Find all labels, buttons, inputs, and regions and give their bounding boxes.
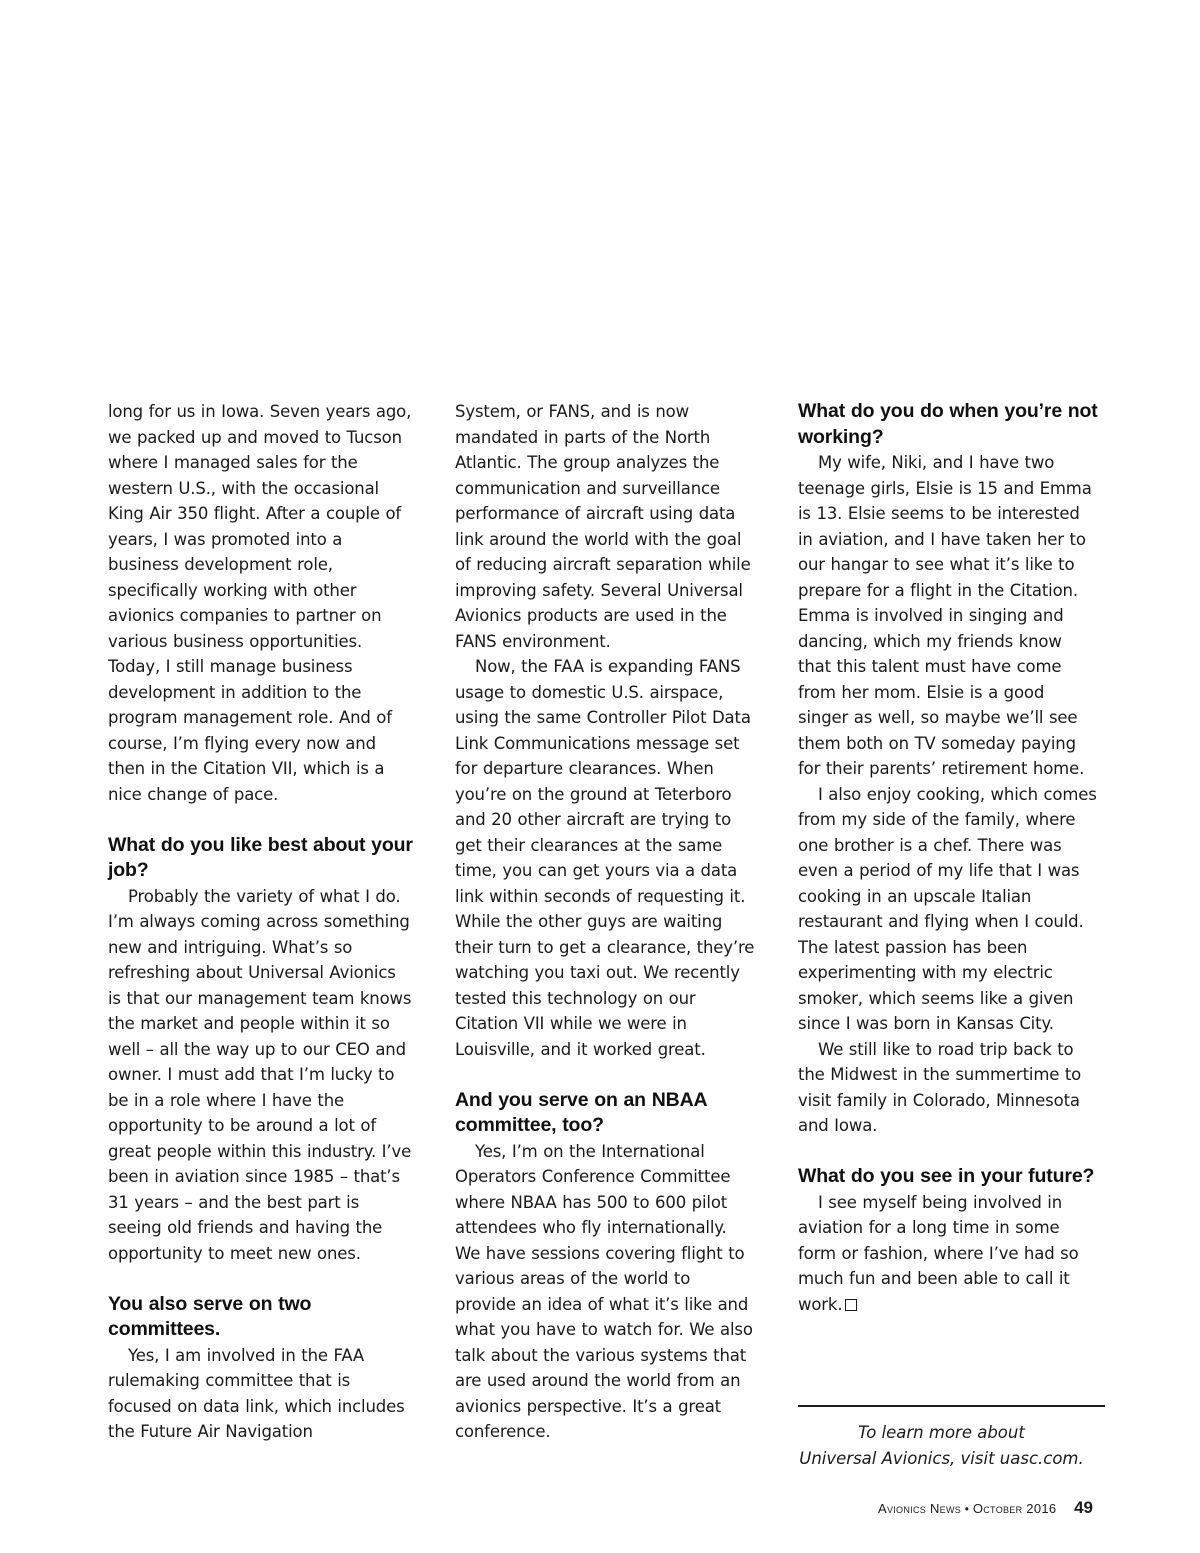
- bullet-separator: •: [964, 1502, 970, 1516]
- page-number: 49: [1074, 1498, 1093, 1517]
- body-paragraph: Yes, I am involved in the FAA rulemaking committee that is focused on data link, which includes the Future Air Navigation: [108, 1345, 405, 1441]
- question-heading: What do you like best about your job?: [108, 833, 413, 881]
- question-heading: What do you see in your future?: [798, 1165, 1095, 1187]
- divider: [798, 1405, 1105, 1407]
- body-paragraph: I also enjoy cooking, which comes from my side of the family, where one brother is a chef. There was even a period of my life that I was cooking in an upscale Italian restaurant and flying when I could. The latest passion has been experimenting with my electric smoker, which seems like a given since I was born in Kansas City.: [798, 784, 1097, 1033]
- closing-paragraph: [798, 1190, 1098, 1318]
- body-paragraph: My wife, Niki, and I have two teenage girls, Elsie is 15 and Emma is 13. Elsie seems to be interested in aviation, and I have taken her to our hangar to see what it’s like to prepare for a flight in the Citation. Emma is involved in singing and dancing, which my friends know that this talent must have come from her mom. Elsie is a good singer as well, so maybe we’ll see them both on TV someday paying for their parents’ retirement home.: [798, 453, 1092, 778]
- column-2: [455, 399, 755, 1445]
- column-1: [108, 399, 414, 1445]
- question-heading: What do you do when you’re not working?: [798, 400, 1098, 448]
- column-3: [798, 399, 1098, 1317]
- body-paragraph: We still like to road trip back to the Midwest in the summertime to visit family in Colorado, Minnesota and Iowa.: [798, 1039, 1082, 1135]
- body-paragraph: long for us in Iowa. Seven years ago, we packed up and moved to Tucson where I managed sales for the western U.S., with the occasional King Air 350 flight. After a couple of years, I was promoted into a business development role, specifically working with other avionics companies to partner on various business opportunities. Today, I still manage business development in addition to the program management role. And of course, I’m flying every now and then in the Citation VII, which is a nice change of pace.: [108, 402, 412, 804]
- learn-more-line: To learn more about: [858, 1423, 1025, 1442]
- learn-more-note: [798, 1420, 1085, 1471]
- body-paragraph: Yes, I’m on the International Operators Conference Committee where NBAA has 500 to 600 pilot attendees who fly internationally. We have sessions covering flight to various areas of the world to provide an idea of what it’s like and what you have to watch for. We also talk about the various systems that are used around the world from an avionics perspective. It’s a great conference.: [455, 1141, 753, 1441]
- checkbox-icon: [845, 1299, 857, 1311]
- question-heading: And you serve on an NBAA committee, too?: [455, 1088, 707, 1136]
- learn-more-line: Universal Avionics, visit uasc.com.: [799, 1448, 1084, 1468]
- publication-name: Avionics News: [877, 1501, 962, 1516]
- page-footer: [700, 1498, 1093, 1518]
- body-paragraph: Probably the variety of what I do. I’m always coming across something new and intriguing. What’s so refreshing about Universal Avionics is that our management team knows the market and people within it so well – all the way up to our CEO and owner. I must add that I’m lucky to be in a role where I have the opportunity to be around a lot of great people within this industry. I’ve been in aviation since 1985 – that’s 31 years – and the best part is seeing old friends and having the opportunity to meet new ones.: [108, 886, 412, 1263]
- question-heading: You also serve on two committees.: [108, 1292, 312, 1340]
- issue-date: October 2016: [972, 1501, 1057, 1516]
- body-paragraph: Now, the FAA is expanding FANS usage to domestic U.S. airspace, using the same Controller Pilot Data Link Communications message set for departure clearances. When you’re on the ground at Teterboro and 20 other aircraft are trying to get their clearances at the same time, you can get yours via a data link within seconds of requesting it. While the other guys are waiting their turn to get a clearance, they’re watching you taxi out. We recently tested this technology on our Citation VII while we were in Louisville, and it worked great.: [455, 657, 755, 1059]
- closing-text: I see myself being involved in aviation for a long time in some form or fashion, where I’ve had so much fun and been able to call it work.: [798, 1192, 1079, 1314]
- body-paragraph: System, or FANS, and is now mandated in parts of the North Atlantic. The group analyzes the communication and surveillance performance of aircraft using data link around the world with the goal of reducing aircraft separation while improving safety. Several Universal Avionics products are used in the FANS environment.: [455, 402, 751, 651]
